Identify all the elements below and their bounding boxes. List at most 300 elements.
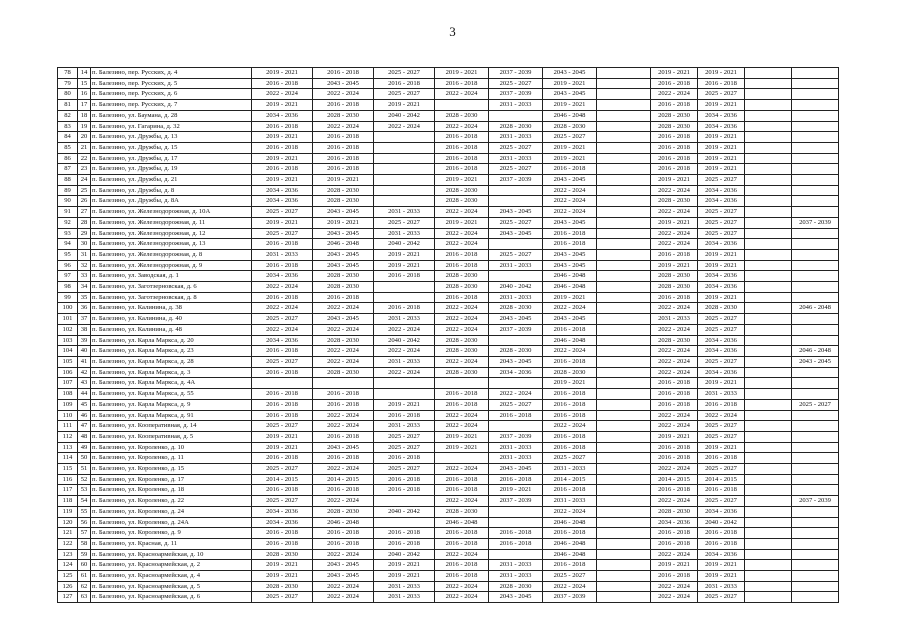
row-number: 111 <box>58 421 78 432</box>
table-row <box>58 367 839 378</box>
cell-period <box>745 314 792 325</box>
cell-period <box>792 421 839 432</box>
cell-period <box>792 389 839 400</box>
cell-period: 2034 - 2036 <box>698 282 745 293</box>
house-number: 61 <box>78 571 91 582</box>
cell-period: 2016 - 2018 <box>313 142 374 153</box>
cell-period: 2040 - 2042 <box>374 506 435 517</box>
cell-period: 2016 - 2018 <box>651 164 698 175</box>
cell-period: 2022 - 2024 <box>374 121 435 132</box>
address: п. Балезино, ул. Железнодорожная, д. 13 <box>91 239 252 250</box>
row-number: 85 <box>58 142 78 153</box>
cell-period: 2043 - 2045 <box>792 356 839 367</box>
cell-period: 2025 - 2027 <box>698 421 745 432</box>
table-row <box>58 506 839 517</box>
cell-period <box>792 506 839 517</box>
cell-period: 2034 - 2036 <box>698 346 745 357</box>
cell-period: 2014 - 2015 <box>313 474 374 485</box>
cell-period: 2019 - 2021 <box>435 68 489 79</box>
cell-period: 2016 - 2018 <box>252 260 313 271</box>
cell-period: 2022 - 2024 <box>651 421 698 432</box>
cell-period: 2016 - 2018 <box>374 538 435 549</box>
cell-period: 2016 - 2018 <box>651 399 698 410</box>
cell-period: 2019 - 2021 <box>252 560 313 571</box>
address: п. Балезино, пер. Русских, д. 4 <box>91 68 252 79</box>
row-number: 127 <box>58 592 78 603</box>
cell-period: 2019 - 2021 <box>651 260 698 271</box>
cell-period: 2019 - 2021 <box>252 431 313 442</box>
address: п. Балезино, ул. Заготзерновская, д. 8 <box>91 292 252 303</box>
cell-period: 2019 - 2021 <box>252 132 313 143</box>
table-row <box>58 132 839 143</box>
cell-period: 2028 - 2030 <box>435 506 489 517</box>
cell-period: 2019 - 2021 <box>651 560 698 571</box>
cell-period: 2016 - 2018 <box>651 249 698 260</box>
cell-period: 2019 - 2021 <box>252 442 313 453</box>
cell-period: 2043 - 2045 <box>489 464 543 475</box>
address: п. Балезино, ул. Железнодорожная, д. 12 <box>91 228 252 239</box>
house-number: 16 <box>78 89 91 100</box>
cell-period <box>597 399 651 410</box>
cell-period: 2031 - 2033 <box>489 153 543 164</box>
cell-period: 2022 - 2024 <box>313 346 374 357</box>
address: п. Балезино, ул. Железнодорожная, д. 10А <box>91 207 252 218</box>
cell-period: 2043 - 2045 <box>313 260 374 271</box>
cell-period <box>374 196 435 207</box>
cell-period <box>792 292 839 303</box>
cell-period: 2025 - 2027 <box>489 249 543 260</box>
house-number: 41 <box>78 356 91 367</box>
house-number: 53 <box>78 485 91 496</box>
house-number: 50 <box>78 453 91 464</box>
cell-period: 2022 - 2024 <box>651 496 698 507</box>
address: п. Балезино, ул. Карла Маркса, д. 28 <box>91 356 252 367</box>
cell-period <box>792 538 839 549</box>
cell-period: 2019 - 2021 <box>435 217 489 228</box>
address: п. Балезино, ул. Дружбы, д. 13 <box>91 132 252 143</box>
cell-period: 2046 - 2048 <box>543 282 597 293</box>
cell-period: 2019 - 2021 <box>435 442 489 453</box>
cell-period: 2022 - 2024 <box>374 346 435 357</box>
address: п. Балезино, ул. Короленко, д. 24А <box>91 517 252 528</box>
row-number: 105 <box>58 356 78 367</box>
cell-period: 2028 - 2030 <box>489 581 543 592</box>
cell-period <box>745 367 792 378</box>
cell-period: 2025 - 2027 <box>698 89 745 100</box>
cell-period <box>745 207 792 218</box>
cell-period: 2025 - 2027 <box>252 421 313 432</box>
cell-period: 2022 - 2024 <box>252 303 313 314</box>
cell-period <box>597 132 651 143</box>
cell-period: 2025 - 2027 <box>698 324 745 335</box>
row-number: 118 <box>58 496 78 507</box>
cell-period: 2016 - 2018 <box>252 453 313 464</box>
cell-period <box>597 538 651 549</box>
house-number: 47 <box>78 421 91 432</box>
cell-period <box>792 335 839 346</box>
cell-period: 2022 - 2024 <box>651 185 698 196</box>
row-number: 82 <box>58 110 78 121</box>
house-number: 19 <box>78 121 91 132</box>
cell-period: 2019 - 2021 <box>698 571 745 582</box>
cell-period: 2016 - 2018 <box>313 292 374 303</box>
cell-period: 2016 - 2018 <box>313 164 374 175</box>
row-number: 110 <box>58 410 78 421</box>
cell-period: 2028 - 2030 <box>435 196 489 207</box>
cell-period: 2025 - 2027 <box>698 592 745 603</box>
cell-period <box>489 421 543 432</box>
house-number: 27 <box>78 207 91 218</box>
cell-period: 2028 - 2030 <box>313 506 374 517</box>
cell-period: 2019 - 2021 <box>698 68 745 79</box>
cell-period: 2016 - 2018 <box>313 389 374 400</box>
cell-period: 2031 - 2033 <box>374 581 435 592</box>
table-row <box>58 474 839 485</box>
cell-period <box>792 549 839 560</box>
cell-period <box>597 485 651 496</box>
cell-period: 2019 - 2021 <box>543 378 597 389</box>
row-number: 100 <box>58 303 78 314</box>
cell-period: 2016 - 2018 <box>252 346 313 357</box>
cell-period: 2034 - 2036 <box>698 196 745 207</box>
cell-period: 2019 - 2021 <box>543 142 597 153</box>
cell-period <box>745 399 792 410</box>
cell-period: 2016 - 2018 <box>543 431 597 442</box>
cell-period: 2019 - 2021 <box>489 485 543 496</box>
cell-period <box>792 528 839 539</box>
cell-period: 2016 - 2018 <box>435 485 489 496</box>
cell-period: 2034 - 2036 <box>252 110 313 121</box>
house-number: 43 <box>78 378 91 389</box>
cell-period <box>745 324 792 335</box>
cell-period: 2022 - 2024 <box>543 207 597 218</box>
address: п. Балезино, ул. Карла Маркса, д. 20 <box>91 335 252 346</box>
house-number: 49 <box>78 442 91 453</box>
row-number: 92 <box>58 217 78 228</box>
cell-period: 2022 - 2024 <box>651 89 698 100</box>
cell-period: 2037 - 2039 <box>543 592 597 603</box>
row-number: 94 <box>58 239 78 250</box>
cell-period: 2022 - 2024 <box>435 549 489 560</box>
cell-period: 2034 - 2036 <box>698 239 745 250</box>
table-row <box>58 421 839 432</box>
cell-period <box>597 442 651 453</box>
cell-period: 2025 - 2027 <box>489 142 543 153</box>
cell-period: 2046 - 2048 <box>792 346 839 357</box>
cell-period: 2031 - 2033 <box>651 314 698 325</box>
cell-period: 2016 - 2018 <box>489 474 543 485</box>
cell-period: 2019 - 2021 <box>698 260 745 271</box>
house-number: 18 <box>78 110 91 121</box>
cell-period: 2016 - 2018 <box>313 485 374 496</box>
cell-period: 2016 - 2018 <box>252 410 313 421</box>
cell-period: 2022 - 2024 <box>435 324 489 335</box>
address: п. Балезино, ул. Карла Маркса, д. 23 <box>91 346 252 357</box>
cell-period: 2019 - 2021 <box>698 442 745 453</box>
cell-period: 2016 - 2018 <box>313 528 374 539</box>
cell-period: 2022 - 2024 <box>543 421 597 432</box>
cell-period: 2043 - 2045 <box>313 207 374 218</box>
house-number: 40 <box>78 346 91 357</box>
address: п. Балезино, ул. Короленко, д. 9 <box>91 528 252 539</box>
house-number: 48 <box>78 431 91 442</box>
house-number: 34 <box>78 282 91 293</box>
cell-period: 2016 - 2018 <box>543 528 597 539</box>
cell-period: 2016 - 2018 <box>543 560 597 571</box>
cell-period: 2016 - 2018 <box>435 538 489 549</box>
cell-period: 2025 - 2027 <box>374 464 435 475</box>
row-number: 90 <box>58 196 78 207</box>
cell-period: 2016 - 2018 <box>374 78 435 89</box>
cell-period <box>374 164 435 175</box>
address: п. Балезино, ул. Дружбы, д. 17 <box>91 153 252 164</box>
cell-period: 2016 - 2018 <box>698 528 745 539</box>
cell-period: 2043 - 2045 <box>543 249 597 260</box>
cell-period: 2016 - 2018 <box>489 538 543 549</box>
cell-period: 2046 - 2048 <box>313 239 374 250</box>
house-number: 17 <box>78 100 91 111</box>
cell-period: 2043 - 2045 <box>313 228 374 239</box>
cell-period: 2019 - 2021 <box>543 153 597 164</box>
cell-period <box>597 260 651 271</box>
cell-period <box>374 389 435 400</box>
cell-period: 2034 - 2036 <box>698 185 745 196</box>
cell-period: 2025 - 2027 <box>698 217 745 228</box>
cell-period <box>792 581 839 592</box>
cell-period <box>792 175 839 186</box>
cell-period <box>597 324 651 335</box>
address: п. Балезино, ул. Дружбы, д. 8 <box>91 185 252 196</box>
cell-period: 2046 - 2048 <box>792 303 839 314</box>
house-number: 28 <box>78 217 91 228</box>
row-number: 119 <box>58 506 78 517</box>
table-row <box>58 410 839 421</box>
cell-period: 2019 - 2021 <box>252 175 313 186</box>
cell-period: 2034 - 2036 <box>252 517 313 528</box>
table-row <box>58 442 839 453</box>
house-number: 56 <box>78 517 91 528</box>
address: п. Балезино, ул. Железнодорожная, д. 8 <box>91 249 252 260</box>
cell-period: 2016 - 2018 <box>313 153 374 164</box>
cell-period <box>792 367 839 378</box>
page-number: 3 <box>449 24 456 39</box>
house-number: 32 <box>78 260 91 271</box>
cell-period <box>745 110 792 121</box>
cell-period: 2028 - 2030 <box>435 110 489 121</box>
cell-period: 2022 - 2024 <box>435 314 489 325</box>
cell-period <box>435 453 489 464</box>
cell-period: 2016 - 2018 <box>698 399 745 410</box>
cell-period <box>597 164 651 175</box>
cell-period: 2034 - 2036 <box>698 121 745 132</box>
cell-period <box>597 560 651 571</box>
cell-period: 2034 - 2036 <box>698 271 745 282</box>
cell-period: 2016 - 2018 <box>435 249 489 260</box>
cell-period: 2016 - 2018 <box>543 356 597 367</box>
cell-period <box>792 153 839 164</box>
cell-period: 2028 - 2030 <box>313 282 374 293</box>
cell-period: 2019 - 2021 <box>252 68 313 79</box>
cell-period: 2016 - 2018 <box>374 271 435 282</box>
cell-period <box>489 506 543 517</box>
row-number: 109 <box>58 399 78 410</box>
cell-period: 2025 - 2027 <box>698 228 745 239</box>
cell-period: 2016 - 2018 <box>651 571 698 582</box>
cell-period <box>792 271 839 282</box>
house-number: 37 <box>78 314 91 325</box>
cell-period: 2016 - 2018 <box>252 528 313 539</box>
cell-period: 2040 - 2042 <box>374 110 435 121</box>
table-row <box>58 271 839 282</box>
cell-period: 2016 - 2018 <box>313 100 374 111</box>
house-number: 52 <box>78 474 91 485</box>
cell-period <box>597 110 651 121</box>
address: п. Балезино, ул. Кооперативная, д. 5 <box>91 431 252 442</box>
house-number: 39 <box>78 335 91 346</box>
cell-period: 2022 - 2024 <box>435 239 489 250</box>
cell-period: 2019 - 2021 <box>252 571 313 582</box>
table-row <box>58 389 839 400</box>
address: п. Балезино, ул. Красная, д. 11 <box>91 538 252 549</box>
cell-period <box>792 464 839 475</box>
cell-period <box>597 175 651 186</box>
cell-period <box>597 517 651 528</box>
cell-period: 2028 - 2030 <box>543 121 597 132</box>
cell-period: 2025 - 2027 <box>252 592 313 603</box>
cell-period <box>745 549 792 560</box>
cell-period: 2025 - 2027 <box>252 228 313 239</box>
cell-period: 2022 - 2024 <box>435 356 489 367</box>
cell-period: 2025 - 2027 <box>374 431 435 442</box>
table-row <box>58 549 839 560</box>
row-number: 112 <box>58 431 78 442</box>
cell-period <box>792 228 839 239</box>
table-row <box>58 356 839 367</box>
cell-period: 2046 - 2048 <box>543 549 597 560</box>
cell-period: 2043 - 2045 <box>489 356 543 367</box>
address: п. Балезино, ул. Карла Маркса, д. 3 <box>91 367 252 378</box>
cell-period <box>745 538 792 549</box>
cell-period: 2016 - 2018 <box>651 292 698 303</box>
table-row <box>58 581 839 592</box>
cell-period <box>374 517 435 528</box>
row-number: 84 <box>58 132 78 143</box>
cell-period: 2046 - 2048 <box>543 517 597 528</box>
cell-period: 2022 - 2024 <box>435 303 489 314</box>
cell-period: 2016 - 2018 <box>313 431 374 442</box>
cell-period: 2016 - 2018 <box>651 378 698 389</box>
cell-period: 2016 - 2018 <box>252 78 313 89</box>
cell-period: 2022 - 2024 <box>313 89 374 100</box>
cell-period: 2022 - 2024 <box>435 592 489 603</box>
address: п. Балезино, ул. Карла Маркса, д. 9 <box>91 399 252 410</box>
cell-period: 2019 - 2021 <box>543 292 597 303</box>
cell-period: 2022 - 2024 <box>313 496 374 507</box>
row-number: 126 <box>58 581 78 592</box>
address: п. Балезино, пер. Русских, д. 7 <box>91 100 252 111</box>
cell-period: 2031 - 2033 <box>489 100 543 111</box>
cell-period: 2043 - 2045 <box>489 207 543 218</box>
cell-period: 2040 - 2042 <box>489 282 543 293</box>
cell-period: 2016 - 2018 <box>374 303 435 314</box>
cell-period <box>745 142 792 153</box>
row-number: 114 <box>58 453 78 464</box>
table-row <box>58 68 839 79</box>
cell-period <box>792 453 839 464</box>
cell-period: 2031 - 2033 <box>543 496 597 507</box>
table-row <box>58 378 839 389</box>
cell-period: 2022 - 2024 <box>698 410 745 421</box>
cell-period: 2016 - 2018 <box>651 389 698 400</box>
cell-period: 2022 - 2024 <box>651 207 698 218</box>
cell-period <box>745 496 792 507</box>
cell-period: 2034 - 2036 <box>252 271 313 282</box>
cell-period: 2019 - 2021 <box>374 560 435 571</box>
cell-period: 2014 - 2015 <box>651 474 698 485</box>
cell-period: 2028 - 2030 <box>698 303 745 314</box>
cell-period: 2025 - 2027 <box>374 68 435 79</box>
cell-period <box>792 571 839 582</box>
row-number: 101 <box>58 314 78 325</box>
row-number: 91 <box>58 207 78 218</box>
cell-period: 2016 - 2018 <box>543 164 597 175</box>
cell-period: 2019 - 2021 <box>698 560 745 571</box>
table-row <box>58 592 839 603</box>
address: п. Балезино, ул. Карла Маркса, д. 4А <box>91 378 252 389</box>
cell-period: 2046 - 2048 <box>313 517 374 528</box>
cell-period <box>792 132 839 143</box>
cell-period: 2037 - 2039 <box>489 89 543 100</box>
address: п. Балезино, ул. Красноармейская, д. 5 <box>91 581 252 592</box>
cell-period <box>745 260 792 271</box>
cell-period: 2022 - 2024 <box>435 496 489 507</box>
cell-period: 2022 - 2024 <box>374 324 435 335</box>
cell-period: 2025 - 2027 <box>698 314 745 325</box>
cell-period: 2028 - 2030 <box>313 271 374 282</box>
row-number: 107 <box>58 378 78 389</box>
cell-period: 2022 - 2024 <box>651 410 698 421</box>
cell-period: 2043 - 2045 <box>543 175 597 186</box>
cell-period <box>597 346 651 357</box>
cell-period: 2028 - 2030 <box>651 196 698 207</box>
cell-period <box>597 410 651 421</box>
address: п. Балезино, ул. Красноармейская, д. 6 <box>91 592 252 603</box>
cell-period <box>597 78 651 89</box>
table-row <box>58 571 839 582</box>
cell-period: 2043 - 2045 <box>489 228 543 239</box>
cell-period: 2022 - 2024 <box>374 367 435 378</box>
cell-period: 2016 - 2018 <box>374 410 435 421</box>
cell-period: 2034 - 2036 <box>698 506 745 517</box>
cell-period: 2028 - 2030 <box>313 185 374 196</box>
cell-period <box>597 464 651 475</box>
table-row <box>58 303 839 314</box>
cell-period: 2028 - 2030 <box>489 121 543 132</box>
cell-period <box>745 346 792 357</box>
cell-period <box>745 78 792 89</box>
cell-period: 2022 - 2024 <box>313 410 374 421</box>
cell-period: 2028 - 2030 <box>313 110 374 121</box>
cell-period: 2016 - 2018 <box>435 399 489 410</box>
cell-period: 2031 - 2033 <box>489 292 543 303</box>
cell-period: 2034 - 2036 <box>252 506 313 517</box>
cell-period: 2022 - 2024 <box>313 303 374 314</box>
cell-period: 2022 - 2024 <box>252 282 313 293</box>
cell-period <box>489 110 543 121</box>
cell-period: 2016 - 2018 <box>489 410 543 421</box>
row-number: 124 <box>58 560 78 571</box>
cell-period <box>745 453 792 464</box>
